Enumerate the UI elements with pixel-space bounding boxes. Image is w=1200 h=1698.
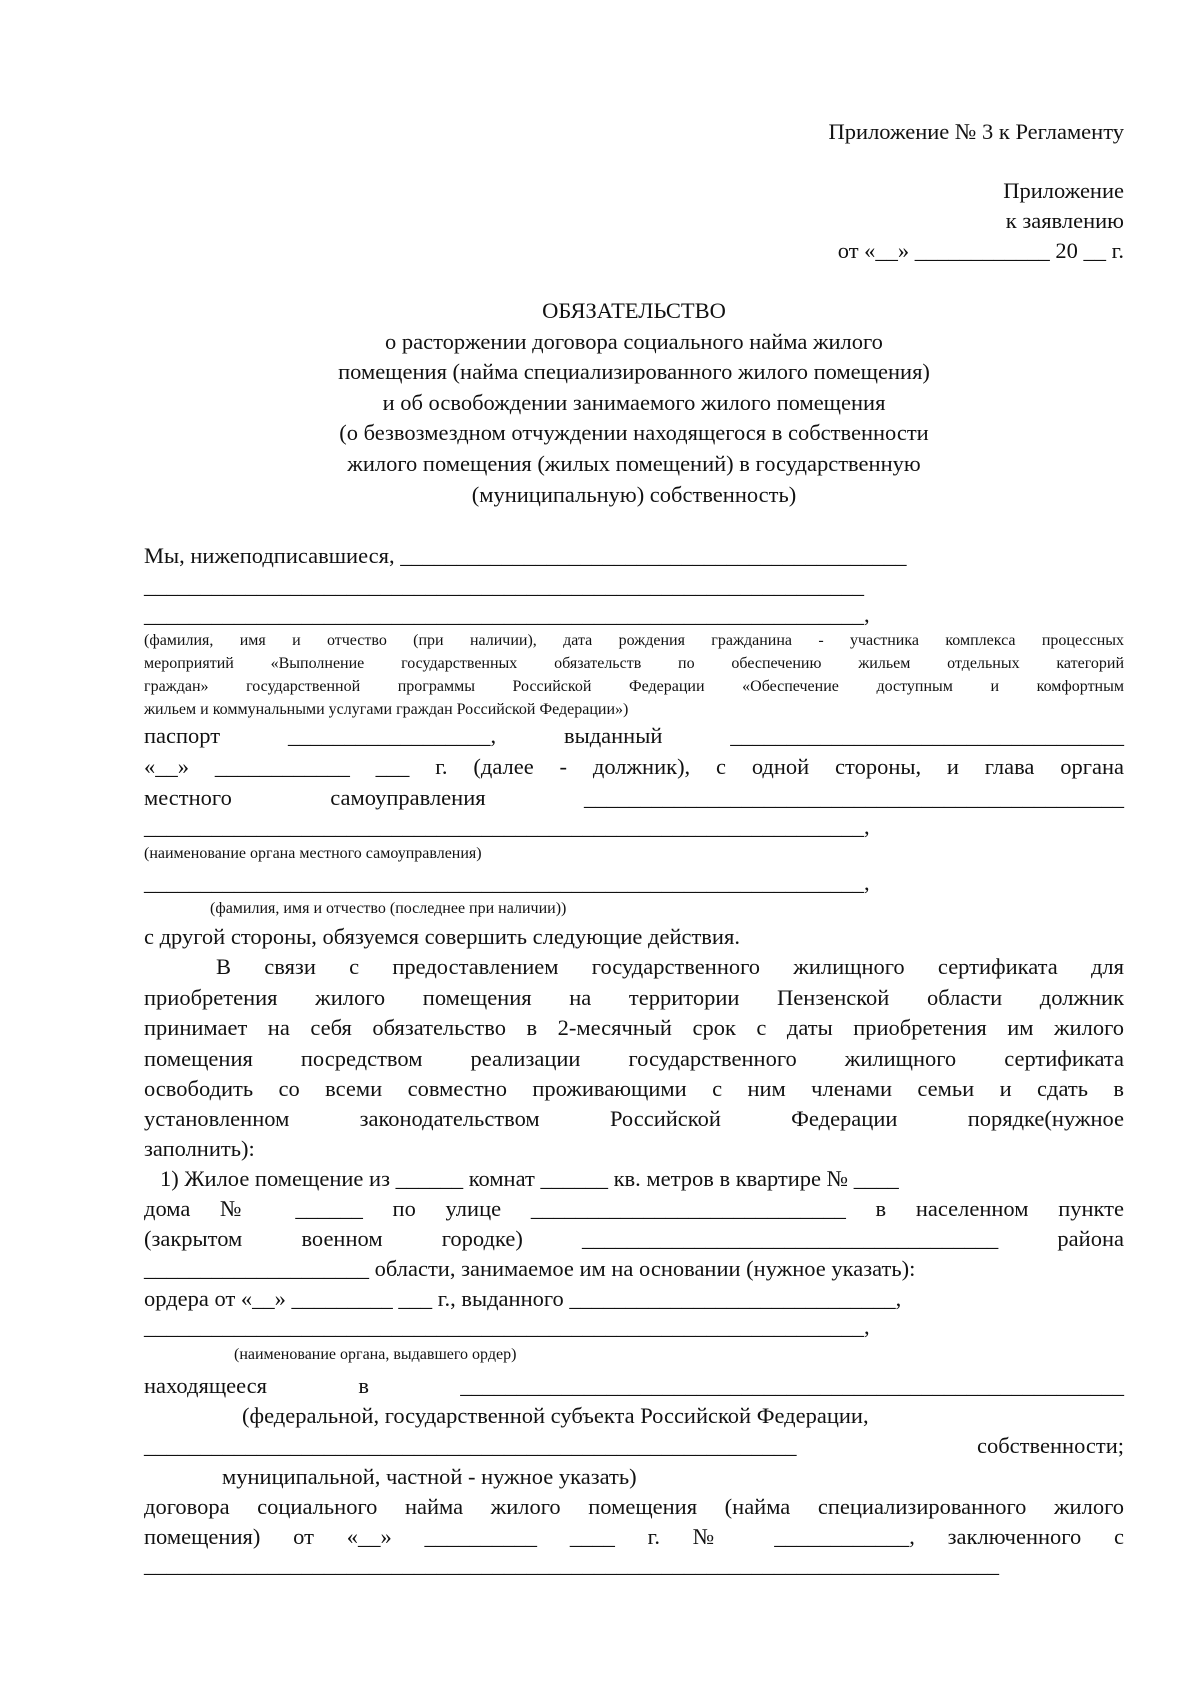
paragraph-line: В связи с предоставлением государственного жилищного сертификата для <box>216 954 1124 979</box>
blank-line: ________________________________________________________________, <box>144 870 870 895</box>
document-title: ОБЯЗАТЕЛЬСТВО <box>542 298 726 323</box>
blank-line: ____________________________________________________________________________ <box>144 1552 999 1577</box>
undersigned-line: Мы, нижеподписавшиеся, _____________________________________________ <box>144 543 907 568</box>
to-application-label: к заявлению <box>1005 208 1124 233</box>
attachment-label: Приложение <box>1003 178 1124 203</box>
title-line: о расторжении договора социального найма жилого <box>385 329 883 354</box>
item1-line: ордера от «__» _________ ___ г., выданного _____________________________, <box>144 1286 902 1311</box>
contract-line: помещения) от «__» __________ ____ г. № ____________, заключенного с <box>144 1524 1124 1549</box>
title-line: помещения (найма специализированного жилого помещения) <box>338 359 930 384</box>
title-line: (муниципальную) собственность) <box>471 482 797 507</box>
fio-note: (фамилия, имя и отчество (последнее при наличии)) <box>210 900 567 917</box>
local-government-line: местного самоуправления ________________________________________________ <box>144 785 1124 810</box>
title-line: и об освобождении занимаемого жилого помещения <box>382 390 886 415</box>
contract-line: договора социального найма жилого помещения (найма специализированного жилого <box>144 1494 1124 1519</box>
item1-line: (закрытом военном городке) _____________________________________ района <box>144 1226 1124 1251</box>
ownership-line: __________________________________________________________ собственности; <box>144 1433 1124 1458</box>
paragraph-line: установленном законодательством Российской Федерации порядке(нужное <box>144 1106 1124 1131</box>
blank-line: ________________________________________________________________, <box>144 814 870 839</box>
other-side-line: с другой стороны, обязуемся совершить следующие действия. <box>144 924 740 949</box>
paragraph-line: приобретения жилого помещения на территории Пензенской области должник <box>144 985 1124 1010</box>
paragraph-line: помещения посредством реализации государственного жилищного сертификата <box>144 1046 1124 1071</box>
debtor-line: «__» ____________ ___ г. (далее - должник), с одной стороны, и глава органа <box>144 754 1124 779</box>
fill-in-label: заполнить): <box>144 1136 255 1161</box>
appendix-heading: Приложение № 3 к Регламенту <box>828 119 1124 144</box>
located-in-line: находящееся в ___________________________________________________________ <box>144 1373 1124 1398</box>
citizen-note-line: (фамилия, имя и отчество (при наличии), дата рождения гражданина - участника комплекса процессных <box>144 632 1124 649</box>
item1-line: ____________________ области, занимаемое им на основании (нужное указать): <box>144 1256 916 1281</box>
blank-line: ________________________________________________________________, <box>144 602 870 627</box>
application-date-line: от «__» ____________ 20 __ г. <box>837 238 1124 263</box>
title-line: жилого помещения (жилых помещений) в государственную <box>347 451 921 476</box>
paragraph-line: принимает на себя обязательство в 2-месячный срок с даты приобретения им жилого <box>144 1015 1124 1040</box>
title-line: (о безвозмездном отчуждении находящегося в собственности <box>339 420 929 445</box>
item1-line: дома № ______ по улице ____________________________ в населенном пункте <box>144 1196 1124 1221</box>
order-note: (наименование органа, выдавшего ордер) <box>234 1346 517 1363</box>
blank-line: ________________________________________________________________ <box>144 573 864 598</box>
citizen-note-line: мероприятий «Выполнение государственных обязательств по обеспечению жильем отдельных категорий <box>144 655 1124 672</box>
item1-line: 1) Жилое помещение из ______ комнат ______ кв. метров в квартире № ____ <box>160 1166 899 1191</box>
citizen-note-line: граждан» государственной программы Российской Федерации «Обеспечение доступным и комфортным <box>144 678 1124 695</box>
ownership-note: (федеральной, государственной субъекта Российской Федерации, <box>242 1403 869 1428</box>
local-government-note: (наименование органа местного самоуправления) <box>144 845 482 862</box>
paragraph-line: освободить со всеми совместно проживающими с ним членами семьи и сдать в <box>144 1076 1124 1101</box>
passport-line: паспорт __________________, выданный ___________________________________ <box>144 723 1124 748</box>
citizen-note-line: жильем и коммунальными услугами граждан Российской Федерации») <box>144 701 629 718</box>
blank-line: ________________________________________________________________, <box>144 1314 870 1339</box>
ownership-note: муниципальной, частной - нужное указать) <box>222 1464 637 1489</box>
